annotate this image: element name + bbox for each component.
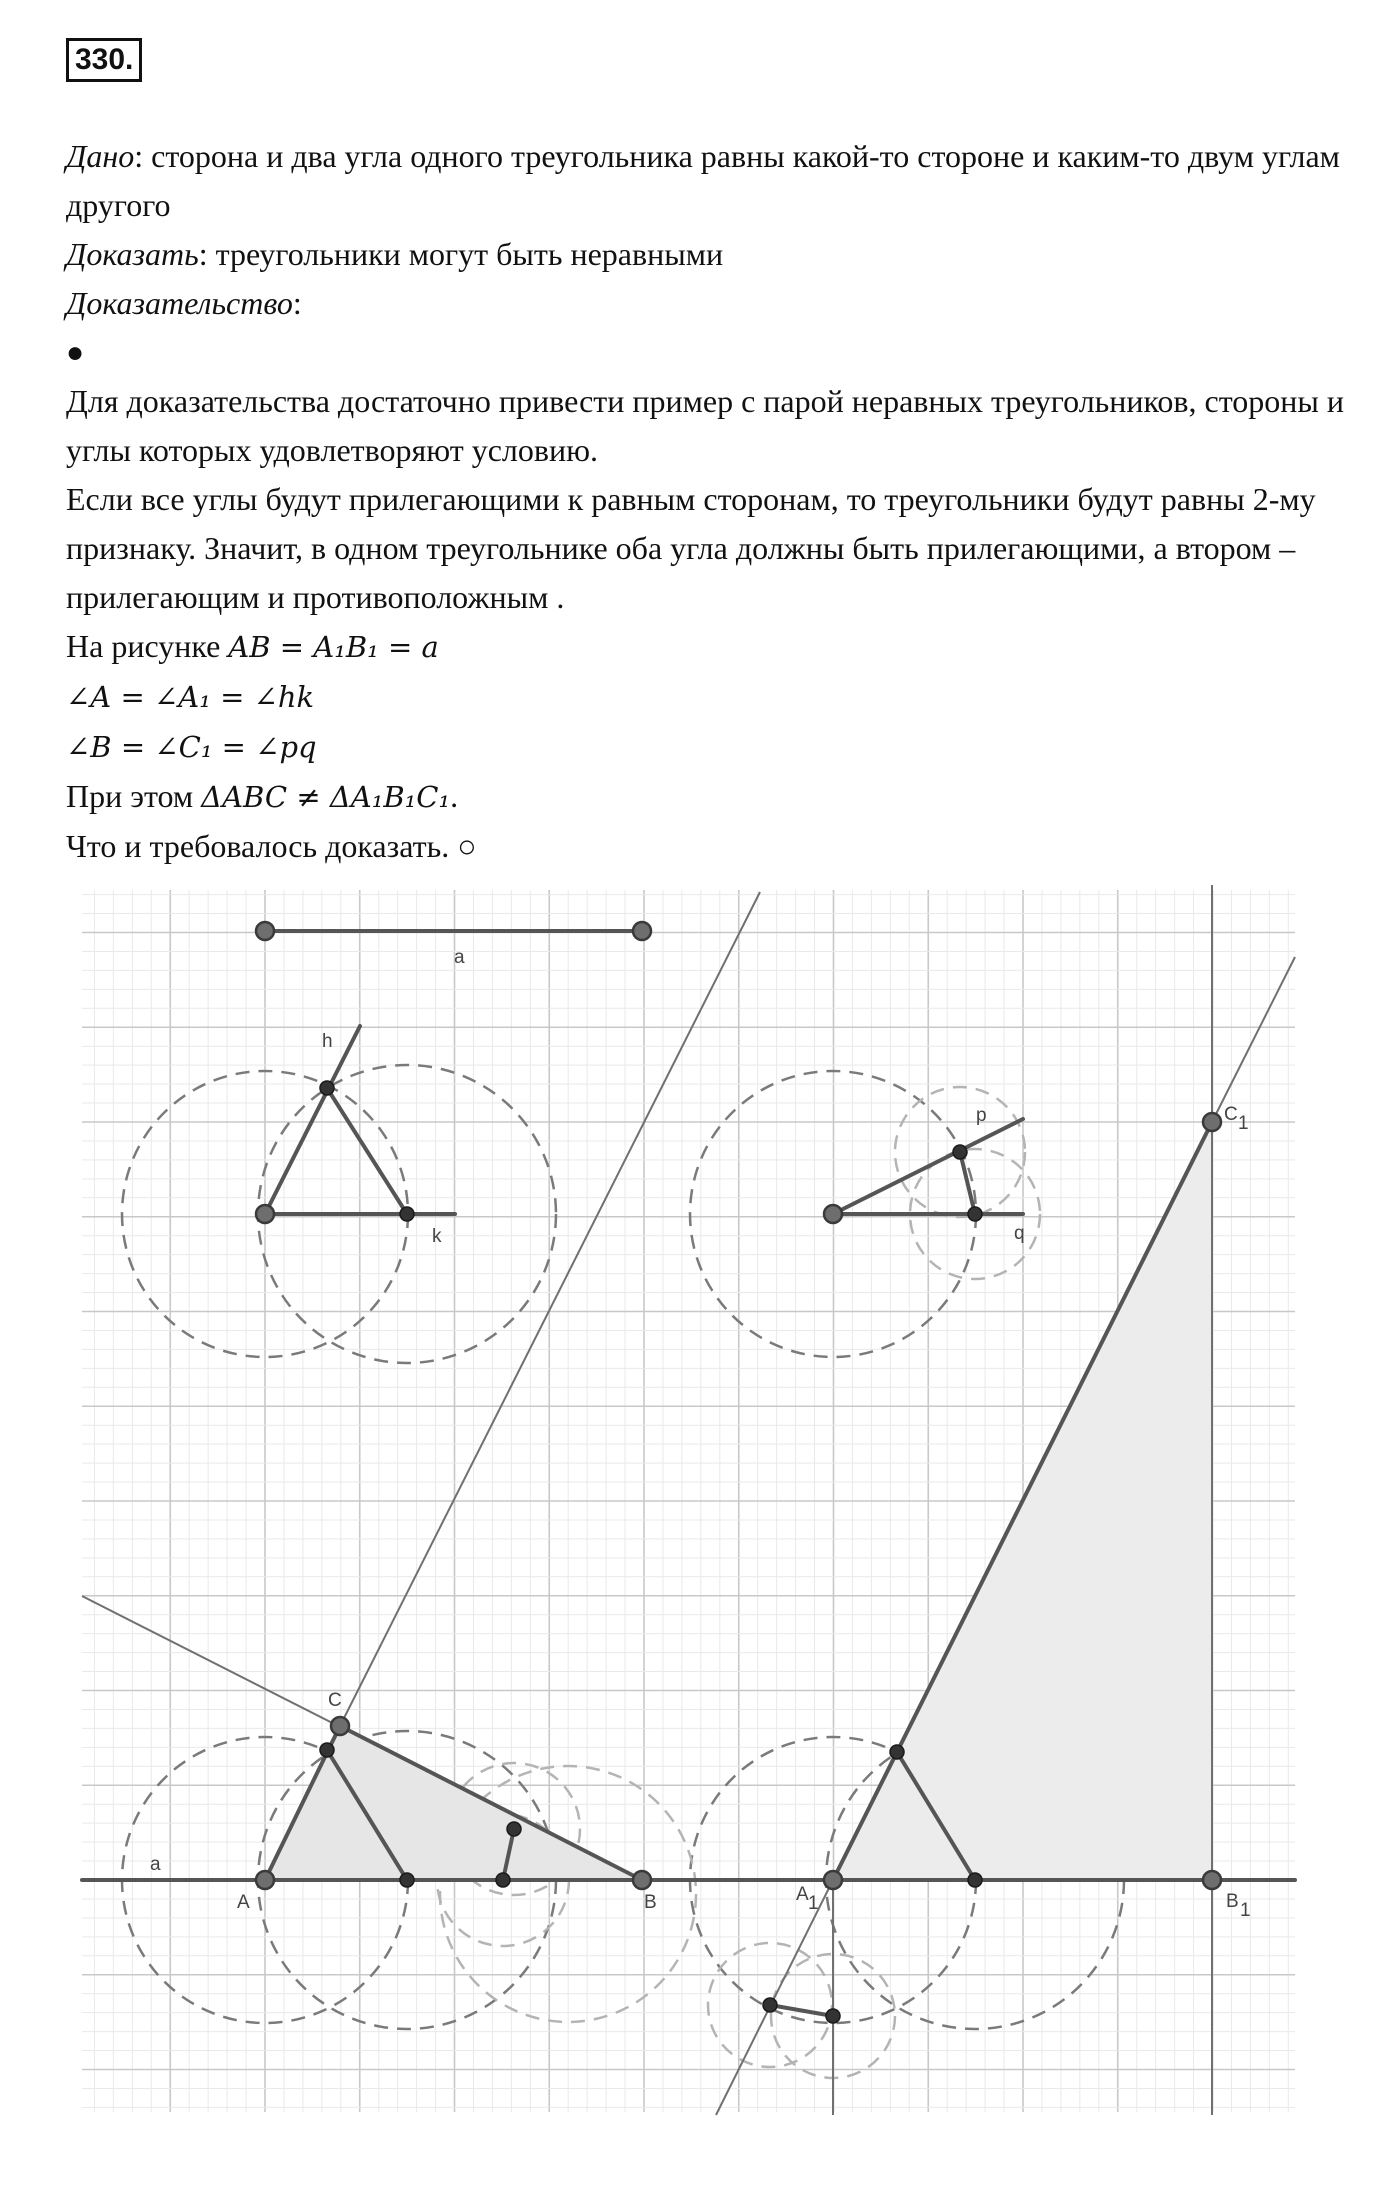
label-seg-a: a [454, 947, 465, 968]
point-hk-top [320, 1081, 334, 1095]
label-B: B [644, 1892, 657, 1913]
given-text: : сторона и два угла одного треугольника равны какой-то стороне и каким-то двум углам другого [66, 138, 1340, 223]
point-c [331, 1717, 349, 1735]
point-c1 [1203, 1113, 1221, 1131]
point-a [256, 1871, 274, 1889]
label-C1-sub: 1 [1238, 1113, 1249, 1134]
tri-hk-side [327, 1088, 407, 1214]
label-h: h [322, 1031, 333, 1052]
point-b-left [496, 1873, 510, 1887]
proof-line-2 [66, 672, 1386, 722]
proof-para-2: Если все углы будут прилегающими к равным сторонам, то треугольники будут равны 2-му признаку. Значит, в одном треугольнике оба угла должны быть прилегающими, а втором – прилегающим и противоположным . [66, 481, 1316, 615]
proof-line-1 [66, 622, 1386, 672]
line4-suffix: . [450, 778, 459, 814]
label-line-a: a [150, 1854, 161, 1875]
point-seg-start [256, 922, 274, 940]
point-a1-top [890, 1745, 904, 1759]
proof-heading [66, 279, 1386, 328]
point-b [633, 1871, 651, 1889]
line3-math: ∠B = ∠C₁ = ∠pq [66, 730, 317, 764]
given-label: Дано [66, 138, 135, 174]
point-a1-right [968, 1873, 982, 1887]
label-A1-sub: 1 [808, 1893, 819, 1914]
point-a1 [824, 1871, 842, 1889]
point-b-top [507, 1822, 521, 1836]
point-hk-vertex [256, 1205, 274, 1223]
point-pq-right [968, 1207, 982, 1221]
given-line [66, 132, 1386, 230]
label-B1-sub: 1 [1240, 1900, 1251, 1921]
point-pq-top [953, 1145, 967, 1159]
line4-prefix: При этом [66, 778, 202, 814]
label-A1: A [796, 1884, 809, 1905]
point-pq-vertex [824, 1205, 842, 1223]
point-seg-end [633, 922, 651, 940]
label-p: p [976, 1105, 987, 1126]
point-b1 [1203, 1871, 1221, 1889]
label-A: A [237, 1892, 250, 1913]
label-k: k [432, 1226, 442, 1247]
proof-line-3 [66, 722, 1386, 772]
proof-para-1: Для доказательства достаточно привести пример с парой неравных треугольников, стороны и углы которых удовлетворяют условию. [66, 383, 1345, 468]
prove-label: Доказать [66, 236, 199, 272]
prove-line [66, 230, 1386, 279]
prove-text: : треугольники могут быть неравными [198, 236, 724, 272]
problem-number: 330. [66, 38, 142, 82]
label-q: q [1014, 1223, 1025, 1244]
label-C: C [328, 1690, 342, 1711]
label-C1: C [1224, 1104, 1238, 1125]
line1-prefix: На рисунке [66, 628, 229, 664]
point-a-right [400, 1873, 414, 1887]
conclusion: Что и требовалось доказать. ○ [66, 828, 477, 864]
point-lower-left [763, 1998, 777, 2012]
figure-canvas [0, 880, 1400, 2206]
line2-math: ∠A = ∠A₁ = ∠hk [66, 680, 315, 714]
geometry-figure [0, 880, 1400, 2206]
bullet: ● [66, 336, 85, 369]
proof-colon: : [292, 285, 302, 321]
proof-label: Доказательство [66, 285, 293, 321]
line1-math: AB = A₁B₁ = a [228, 630, 439, 664]
tri-pq-side [960, 1152, 975, 1214]
line4-math: ΔABC ≠ ΔA₁B₁C₁ [201, 780, 451, 814]
label-B1: B [1226, 1891, 1239, 1912]
tri-a1-lower-side [770, 2005, 833, 2016]
line-a1-down [716, 1880, 833, 2115]
line-a1c1-extension [1212, 957, 1295, 1122]
proof-line-4 [66, 772, 1386, 822]
solution-text [66, 132, 1386, 871]
point-lower-right [826, 2009, 840, 2023]
point-hk-right [400, 1207, 414, 1221]
point-a-top [320, 1743, 334, 1757]
